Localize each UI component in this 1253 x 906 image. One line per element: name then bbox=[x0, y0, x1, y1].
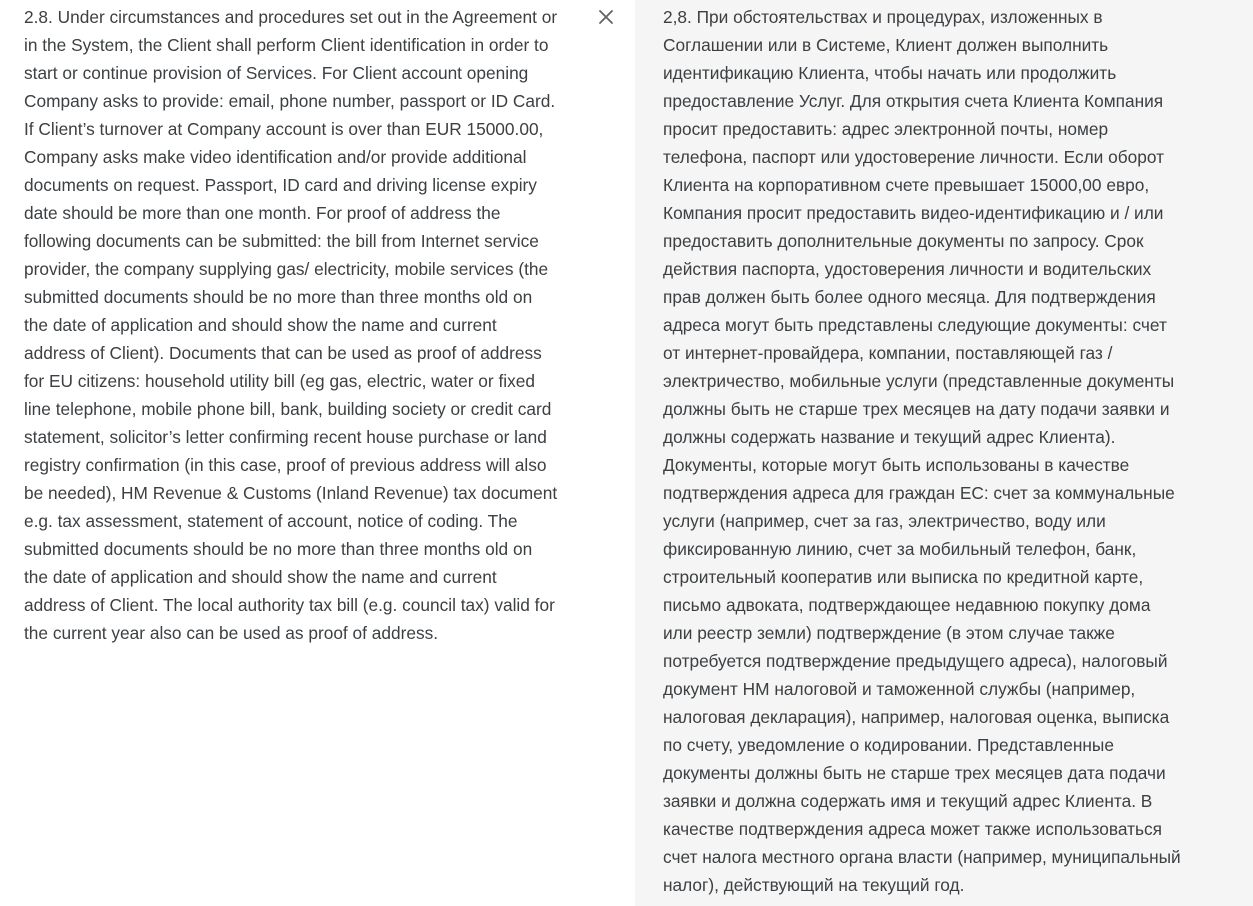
clear-source-button[interactable] bbox=[594, 5, 618, 29]
close-icon bbox=[598, 9, 614, 25]
target-pane bbox=[635, 0, 1253, 906]
source-text-input[interactable]: 2.8. Under circumstances and procedures set out in the Agreement or in the System, the Client shall perform Client identification in order to start or continue provision of Services. For Client account opening Company asks to provide: email, phone number, passport or ID Card. If Client’s turnover at Company account is over than EUR 15000.00, Company asks make video identification and/or provide additional documents on request. Passport, ID card and driving license expiry date should be more than one month. For proof of address the following documents can be submitted: the bill from Internet service provider, the company supplying gas/ electricity, mobile services (the submitted documents should be no more than three months old on the date of application and should show the name and current address of Client). Documents that can be used as proof of address for EU citizens: household utility bill (eg gas, electric, water or fixed line telephone, mobile phone bill, bank, building society or credit card statement, solicitor’s letter confirming recent house purchase or land registry confirmation (in this case, proof of previous address will also be needed), HM Revenue & Customs (Inland Revenue) tax document e.g. tax assessment, statement of account, notice of coding. The submitted documents should be no more than three months old on the date of application and should show the name and current address of Client. The local authority tax bill (e.g. council tax) valid for the current year also can be used as proof of address. bbox=[24, 7, 558, 643]
translated-text: 2,8. При обстоятельствах и процедурах, изложенных в Соглашении или в Системе, Клиент должен выполнить идентификацию Клиента, чтобы начать или продолжить предоставление Услуг. Для открытия счета Клиента Компания просит предоставить: адрес электронной почты, номер телефона, паспорт или удостоверение личности. Если оборот Клиента на корпоративном счете превышает 15000,00 евро, Компания просит предоставить видео-идентификацию и / или предоставить дополнительные документы по запросу. Срок действия паспорта, удостоверения личности и водительских прав должен быть более одного месяца. Для подтверждения адреса могут быть представлены следующие документы: счет от интернет-провайдера, компании, поставляющей газ / электричество, мобильные услуги (представленные документы должны быть не старше трех месяцев на дату подачи заявки и должны содержать название и текущий адрес Клиента). Документы, которые могут быть использованы в качестве подтверждения адреса для граждан ЕС: счет за коммунальные услуги (например, счет за газ, электричество, воду или фиксированную линию, счет за мобильный телефон, банк, строительный кооператив или выписка по кредитной карте, письмо адвоката, подтверждающее недавнюю покупку дома или реестр земли) подтверждение (в этом случае также потребуется подтверждение предыдущего адреса), налоговый документ HM налоговой и таможенной службы (например, налоговая декларация), например, налоговая оценка, выписка по счету, уведомление о кодировании. Представленные документы должны быть не старше трех месяцев дата подачи заявки и должна содержать имя и текущий адрес Клиента. В качестве подтверждения адреса может также использоваться счет налога местного органа власти (например, муниципальный налог), действующий на текущий год. bbox=[663, 7, 1181, 895]
